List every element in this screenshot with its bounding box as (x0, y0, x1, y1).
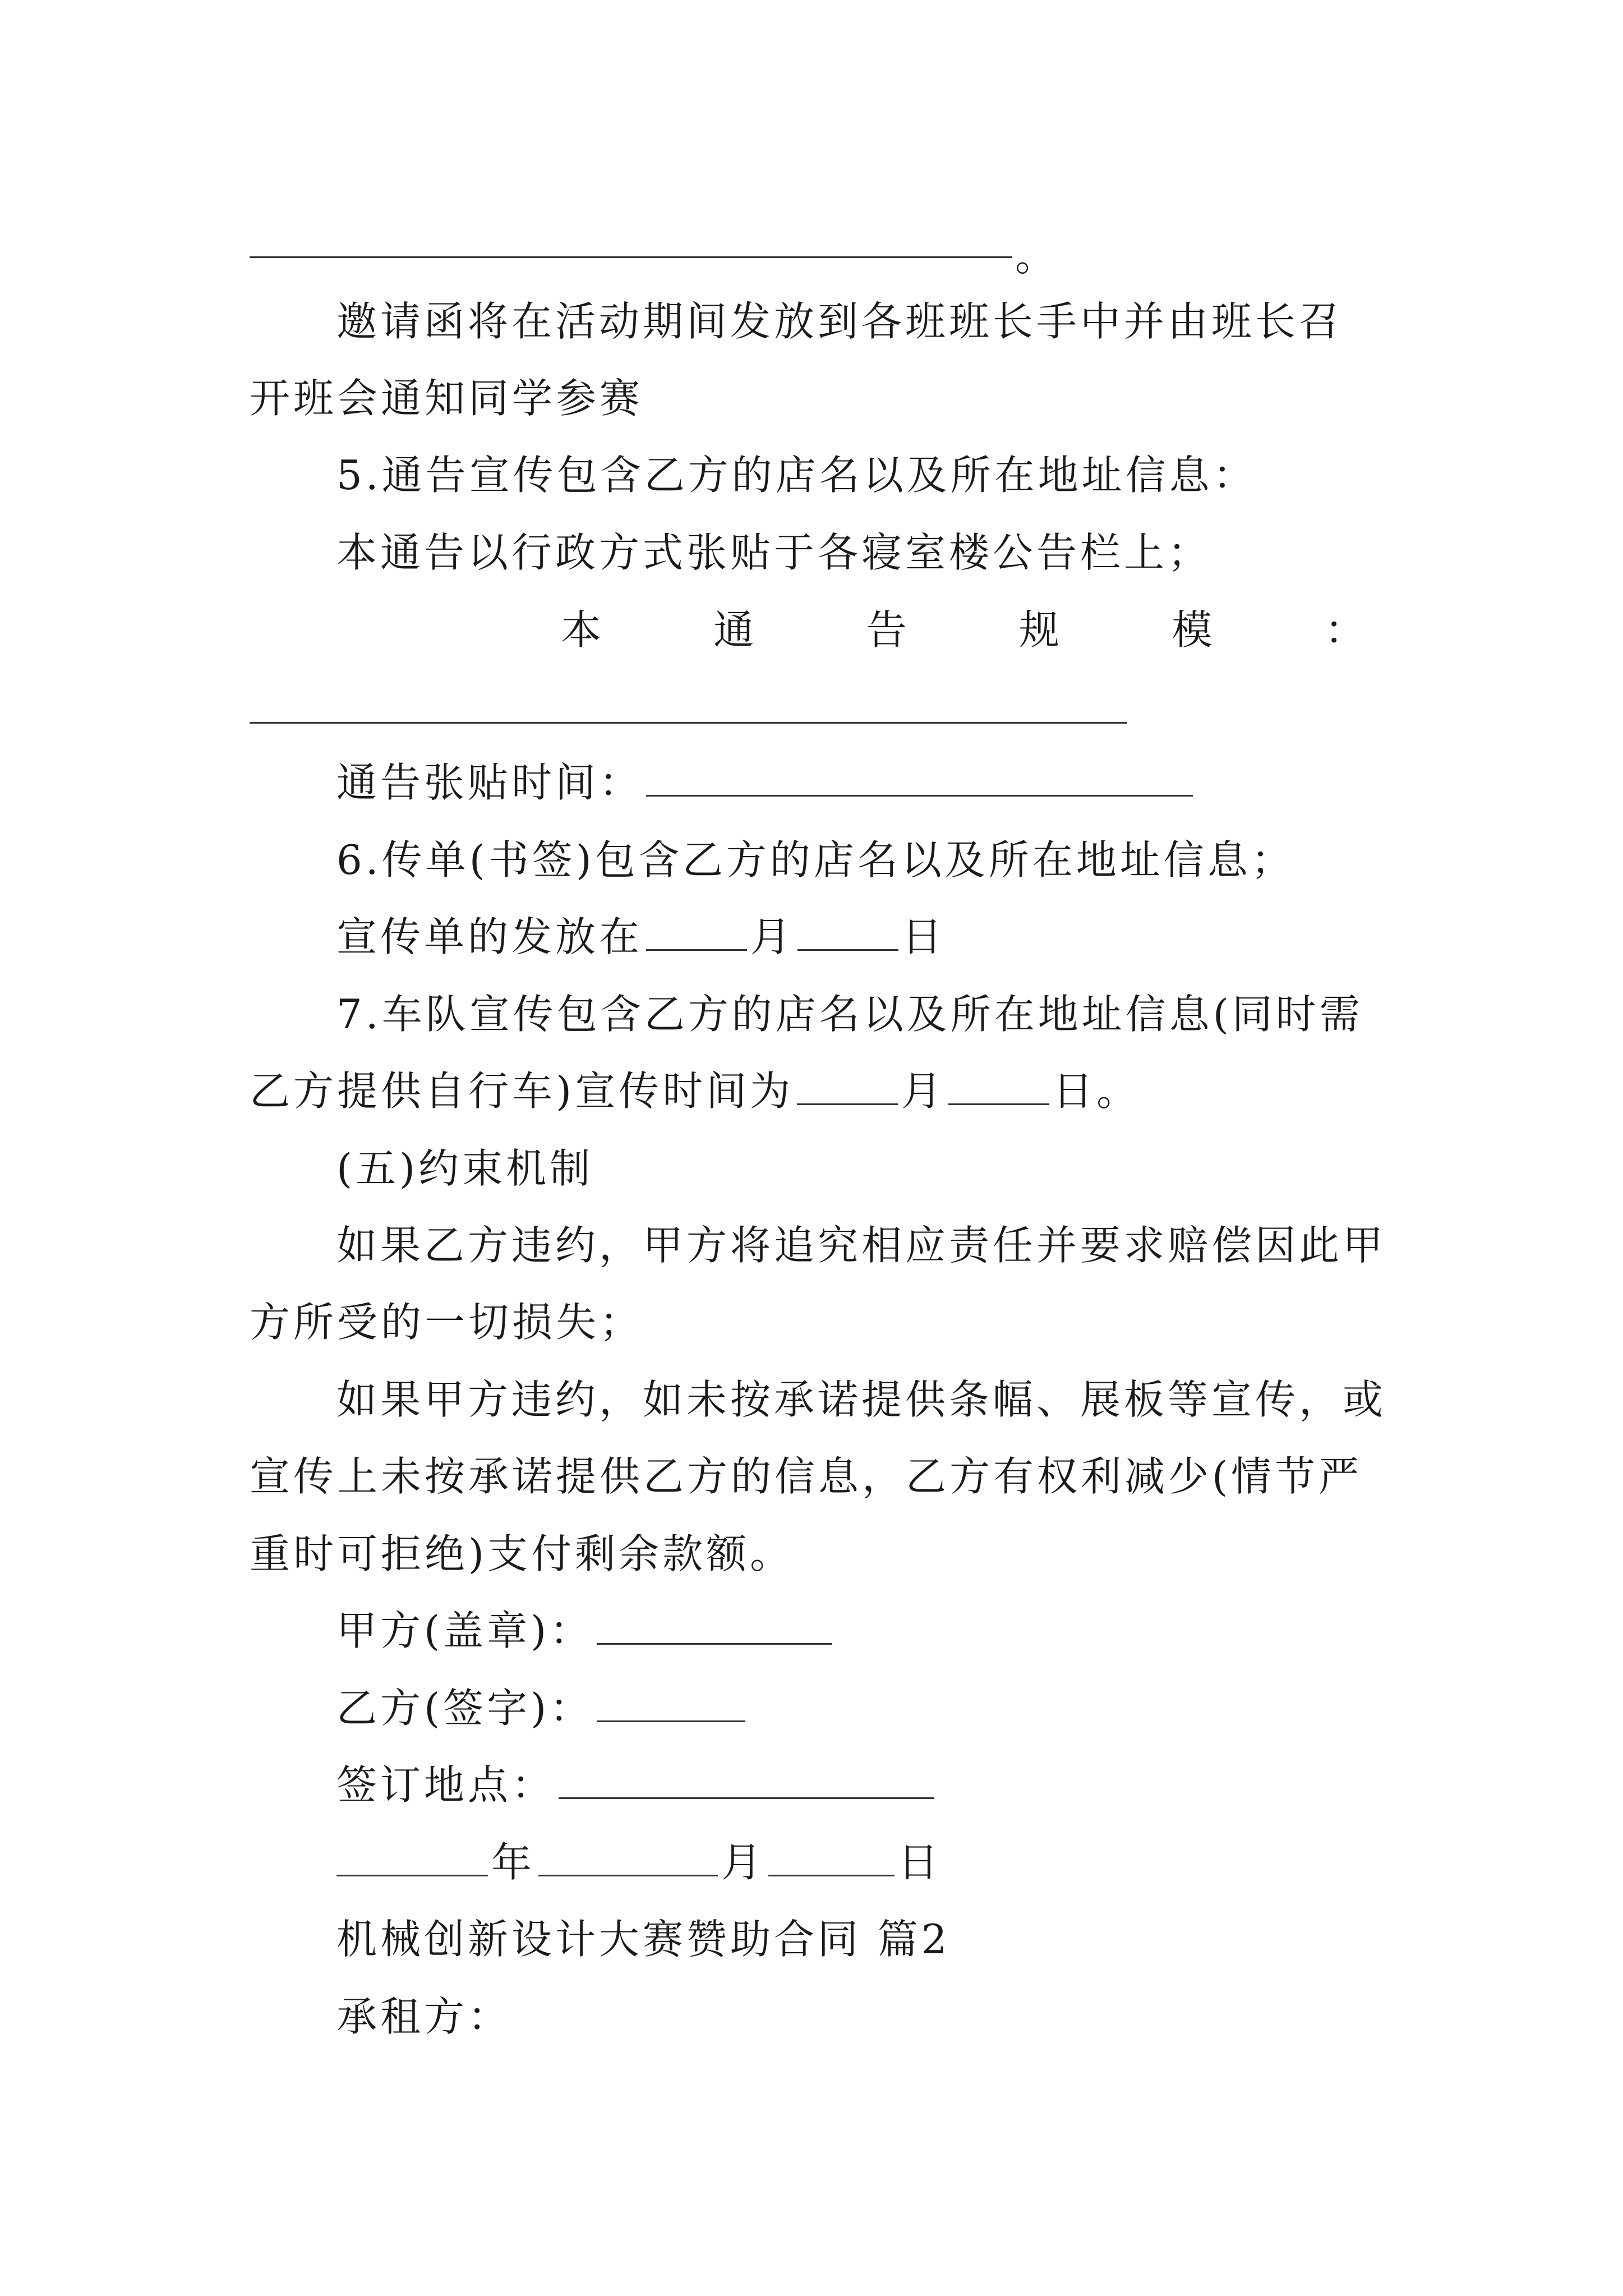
spaced-char: 规 (1019, 606, 1063, 654)
signing-date-line (336, 1826, 1481, 1899)
spaced-char: 本 (561, 606, 605, 654)
text-segment: 日 (902, 913, 946, 960)
period-mark: 。 (1015, 233, 1059, 280)
fill-blank (559, 1756, 934, 1799)
fleet-date-line (250, 1055, 1394, 1128)
text-segment: 日。 (1053, 1068, 1141, 1115)
fill-blank (646, 908, 747, 951)
spaced-char: ： (1324, 606, 1368, 654)
notice-time-line (336, 746, 1481, 819)
blank-line (250, 722, 1127, 724)
fill-blank (597, 1679, 745, 1722)
text-segment: 月 (750, 913, 795, 960)
spaced-char: 告 (866, 606, 910, 654)
text-segment: 宣传单的发放在 (336, 913, 643, 960)
paragraph-text: 重时可拒绝)支付剩余款额。 (250, 1530, 794, 1577)
fill-blank (336, 1833, 488, 1876)
spaced-char: 通 (713, 606, 758, 654)
field-label: 承租方： (336, 1993, 512, 2040)
field-label: 签订地点： (336, 1761, 556, 1809)
paragraph-text: 宣传上未按承诺提供乙方的信息，乙方有权利减少(情节严 (250, 1453, 1363, 1500)
fill-blank (597, 1602, 832, 1645)
paragraph-text: 7.车队宣传包含乙方的店名以及所在地址信息(同时需 (336, 991, 1363, 1038)
fill-blank (768, 1833, 895, 1876)
field-label: 甲方(盖章)： (336, 1607, 594, 1654)
paragraph-text: 开班会通知同学参赛 (250, 375, 644, 422)
party-a-signature-line (336, 1594, 1481, 1667)
notice-scale-label (561, 593, 1368, 666)
contract-title: 机械创新设计大赛赞助合同 篇2 (336, 1916, 951, 1963)
paragraph-text: 如果甲方违约，如未按承诺提供条幅、展板等宣传，或 (336, 1376, 1387, 1423)
fill-blank (797, 908, 898, 951)
paragraph-text: 5.通告宣传包含乙方的店名以及所在地址信息： (336, 452, 1257, 499)
fill-blank (948, 1062, 1049, 1105)
paragraph-text: 本通告以行政方式张贴于各寝室楼公告栏上； (336, 529, 1212, 576)
paragraph-text: 6.传单(书签)包含乙方的店名以及所在地址信息； (336, 836, 1295, 884)
signing-place-line (336, 1749, 1481, 1821)
date-unit: 日 (898, 1839, 942, 1886)
section-heading: (五)约束机制 (336, 1145, 594, 1192)
fill-blank (797, 1062, 898, 1105)
party-b-signature-line (336, 1672, 1481, 1745)
field-label: 乙方(签字)： (336, 1685, 594, 1732)
fill-blank (538, 1833, 718, 1876)
date-unit: 年 (491, 1839, 536, 1886)
text-segment: 月 (901, 1068, 946, 1115)
paragraph-text: 邀请函将在活动期间发放到各班班长手中并由班长召 (336, 298, 1343, 345)
date-unit: 月 (721, 1839, 766, 1886)
leaflet-date-line (336, 900, 1481, 973)
paragraph-text: 如果乙方违约，甲方将追究相应责任并要求赔偿因此甲 (336, 1222, 1387, 1269)
blank-line (250, 256, 1012, 258)
fill-blank (646, 753, 1193, 797)
spaced-char: 模 (1172, 606, 1216, 654)
text-segment: 乙方提供自行车)宣传时间为 (250, 1068, 794, 1115)
paragraph-text: 方所受的一切损失； (250, 1299, 644, 1346)
field-label: 通告张贴时间： (336, 759, 643, 806)
